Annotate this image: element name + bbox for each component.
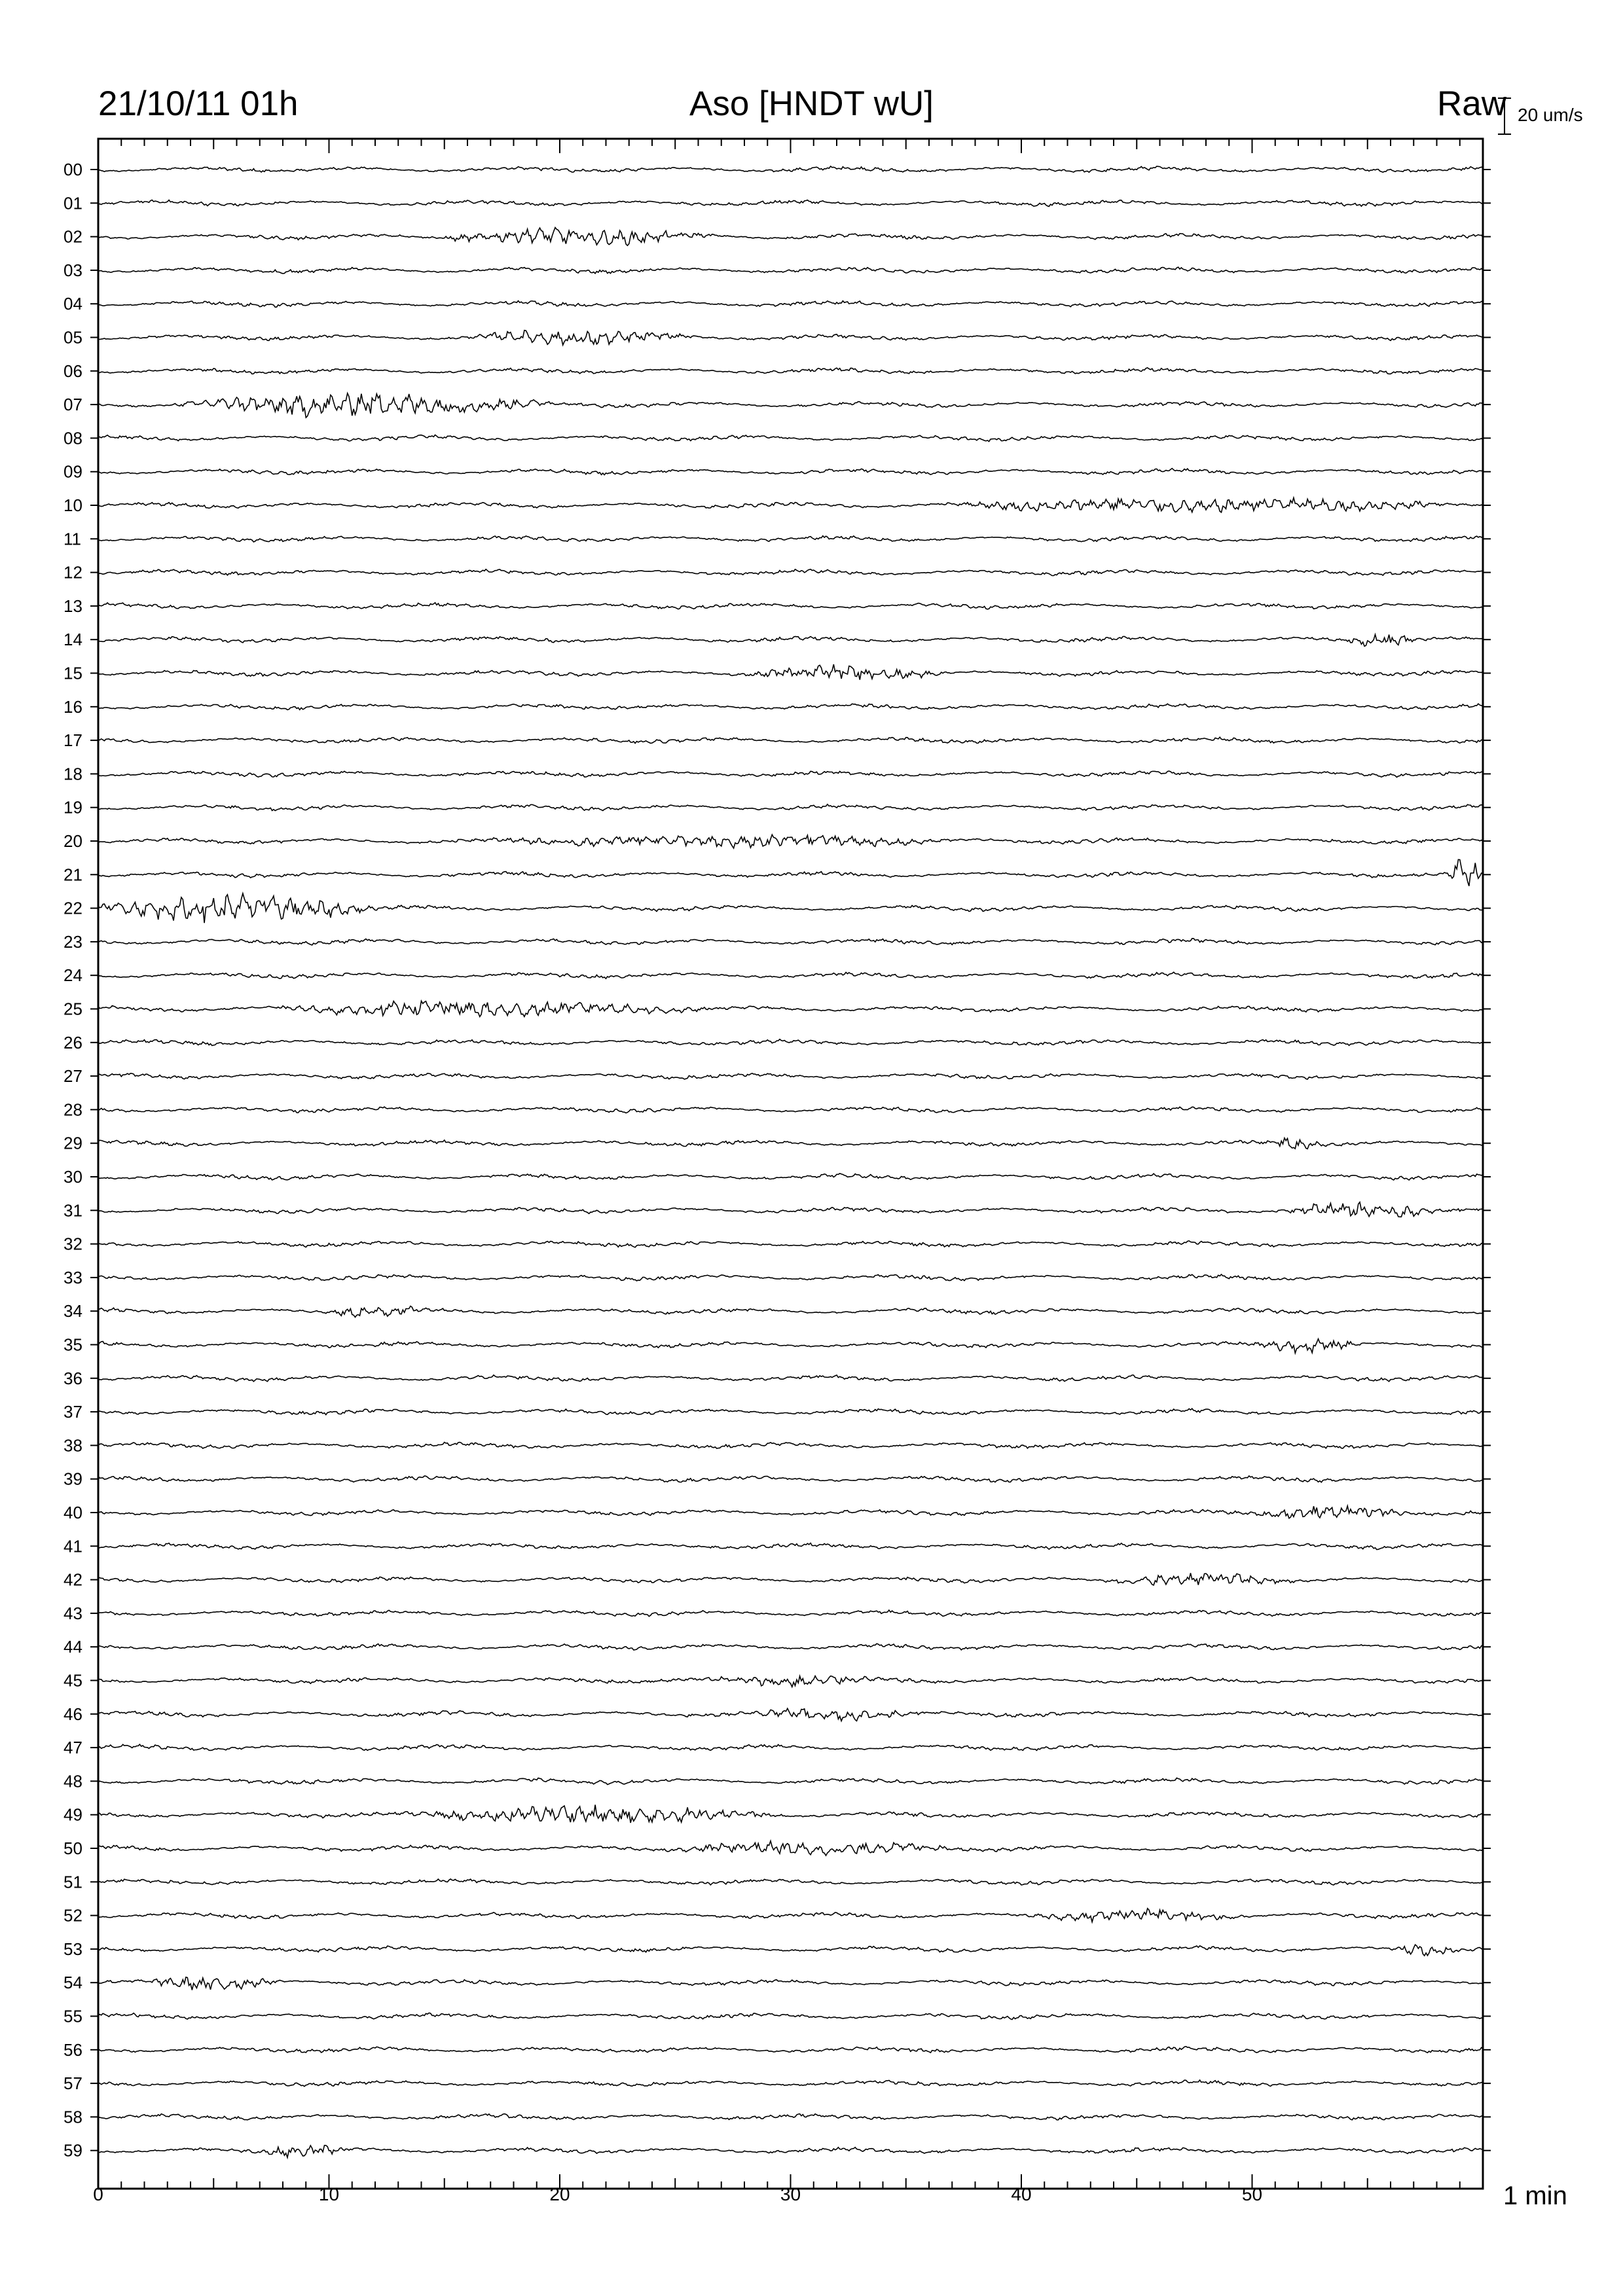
trace-row-42 [98,1573,1483,1585]
trace-row-54 [98,1977,1483,1990]
row-label: 54 [64,1973,82,1993]
trace-row-22 [98,893,1483,923]
trace-row-37 [98,1408,1483,1415]
trace-row-29 [98,1138,1483,1149]
trace-row-58 [98,2114,1483,2120]
trace-row-39 [98,1476,1483,1482]
trace-row-55 [98,2013,1483,2020]
traces [98,166,1483,2158]
row-label: 48 [64,1771,82,1791]
trace-row-30 [98,1174,1483,1180]
mode-label: Raw [1436,84,1506,123]
trace-row-57 [98,2080,1483,2087]
row-label: 16 [64,696,82,717]
trace-row-04 [98,301,1483,308]
trace-row-36 [98,1375,1483,1382]
trace-row-28 [98,1107,1483,1113]
row-label: 36 [64,1368,82,1388]
trace-row-51 [98,1879,1483,1885]
trace-row-33 [98,1274,1483,1281]
row-label: 43 [64,1603,82,1623]
row-label: 34 [64,1301,82,1321]
trace-row-00 [98,166,1483,172]
scale-label: 20 um/s [1518,105,1583,125]
trace-row-06 [98,368,1483,374]
row-label: 31 [64,1200,82,1221]
trace-row-16 [98,704,1483,709]
row-label: 46 [64,1704,82,1724]
row-label: 59 [64,2140,82,2161]
row-label: 55 [64,2006,82,2026]
trace-row-25 [98,1001,1483,1016]
row-label: 45 [64,1670,82,1691]
trace-row-48 [98,1778,1483,1785]
row-label: 08 [64,428,82,448]
row-label: 01 [64,193,82,213]
x-tick-label: 50 [1241,2184,1263,2204]
trace-row-01 [98,200,1483,207]
row-label: 11 [64,529,81,549]
trace-row-46 [98,1708,1483,1721]
row-label: 25 [64,999,82,1019]
row-label: 20 [64,831,82,851]
trace-row-08 [98,435,1483,442]
row-label: 53 [64,1939,82,1959]
row-label: 18 [64,764,82,784]
x-tick-label: 0 [93,2184,103,2204]
trace-row-19 [98,804,1483,811]
trace-row-09 [98,469,1483,475]
row-label: 15 [64,663,82,683]
row-label: 52 [64,1905,82,1926]
row-label: 09 [64,461,82,482]
trace-row-05 [98,331,1483,346]
trace-row-53 [98,1945,1483,1956]
x-axis-label: 1 min [1503,2181,1567,2210]
trace-row-26 [98,1039,1483,1046]
trace-row-38 [98,1443,1483,1448]
row-label: 32 [64,1234,82,1254]
row-label: 19 [64,797,82,817]
trace-row-12 [98,569,1483,576]
trace-row-41 [98,1543,1483,1550]
row-label: 56 [64,2039,82,2060]
x-tick-label: 30 [780,2184,801,2204]
trace-row-43 [98,1610,1483,1617]
row-labels [64,160,1491,2161]
row-label: 37 [64,1402,82,1422]
trace-row-23 [98,939,1483,945]
row-label: 12 [64,562,82,583]
trace-row-02 [98,228,1483,246]
trace-row-34 [98,1306,1483,1318]
trace-row-35 [98,1339,1483,1354]
row-label: 33 [64,1267,82,1287]
row-label: 13 [64,596,82,616]
trace-row-21 [98,859,1483,886]
row-label: 57 [64,2073,82,2094]
trace-row-50 [98,1841,1483,1856]
trace-row-56 [98,2047,1483,2053]
row-label: 07 [64,395,82,415]
row-label: 23 [64,931,82,952]
row-label: 50 [64,1839,82,1858]
trace-row-52 [98,1909,1483,1922]
row-label: 41 [64,1536,82,1556]
x-tick-label: 20 [549,2184,570,2204]
trace-row-17 [98,737,1483,743]
row-label: 04 [64,294,82,314]
trace-row-11 [98,536,1483,542]
row-label: 40 [64,1503,82,1522]
row-label: 44 [64,1637,82,1657]
trace-row-03 [98,267,1483,274]
row-label: 00 [64,160,82,179]
trace-row-45 [98,1676,1483,1687]
row-label: 42 [64,1570,82,1590]
trace-row-10 [98,498,1483,512]
row-label: 39 [64,1469,82,1489]
trace-row-07 [98,393,1483,418]
trace-row-49 [98,1805,1483,1823]
row-label: 30 [64,1167,82,1187]
trace-row-18 [98,771,1483,777]
row-label: 38 [64,1435,82,1456]
trace-row-20 [98,834,1483,848]
row-label: 27 [64,1066,82,1086]
amplitude-scale-bar [1498,98,1583,134]
trace-row-15 [98,664,1483,680]
trace-row-32 [98,1241,1483,1247]
row-label: 10 [64,495,82,515]
trace-row-40 [98,1506,1483,1518]
row-label: 21 [64,865,82,885]
trace-row-24 [98,972,1483,978]
trace-row-31 [98,1202,1483,1217]
row-label: 49 [64,1804,82,1825]
row-label: 22 [64,898,82,918]
x-tick-label: 10 [318,2184,340,2204]
row-label: 05 [64,327,82,348]
x-tick-label: 40 [1011,2184,1032,2204]
trace-row-27 [98,1073,1483,1079]
date-hour-label: 21/10/11 01h [98,84,299,123]
trace-row-13 [98,603,1483,609]
row-label: 14 [64,630,82,650]
row-label: 24 [64,965,82,986]
row-label: 28 [64,1100,82,1120]
trace-row-47 [98,1744,1483,1750]
row-label: 17 [64,730,82,751]
row-label: 02 [64,226,82,247]
row-label: 51 [64,1872,82,1892]
row-label: 06 [64,361,82,381]
row-label: 26 [64,1032,82,1052]
x-tick-labels [93,2184,1262,2204]
trace-row-44 [98,1643,1483,1650]
row-label: 03 [64,260,82,280]
trace-row-59 [98,2145,1483,2158]
trace-row-14 [98,634,1483,646]
row-label: 35 [64,1335,82,1355]
chart-title: Aso [HNDT wU] [689,84,934,123]
row-label: 47 [64,1738,82,1758]
row-label: 58 [64,2107,82,2127]
row-label: 29 [64,1133,82,1153]
